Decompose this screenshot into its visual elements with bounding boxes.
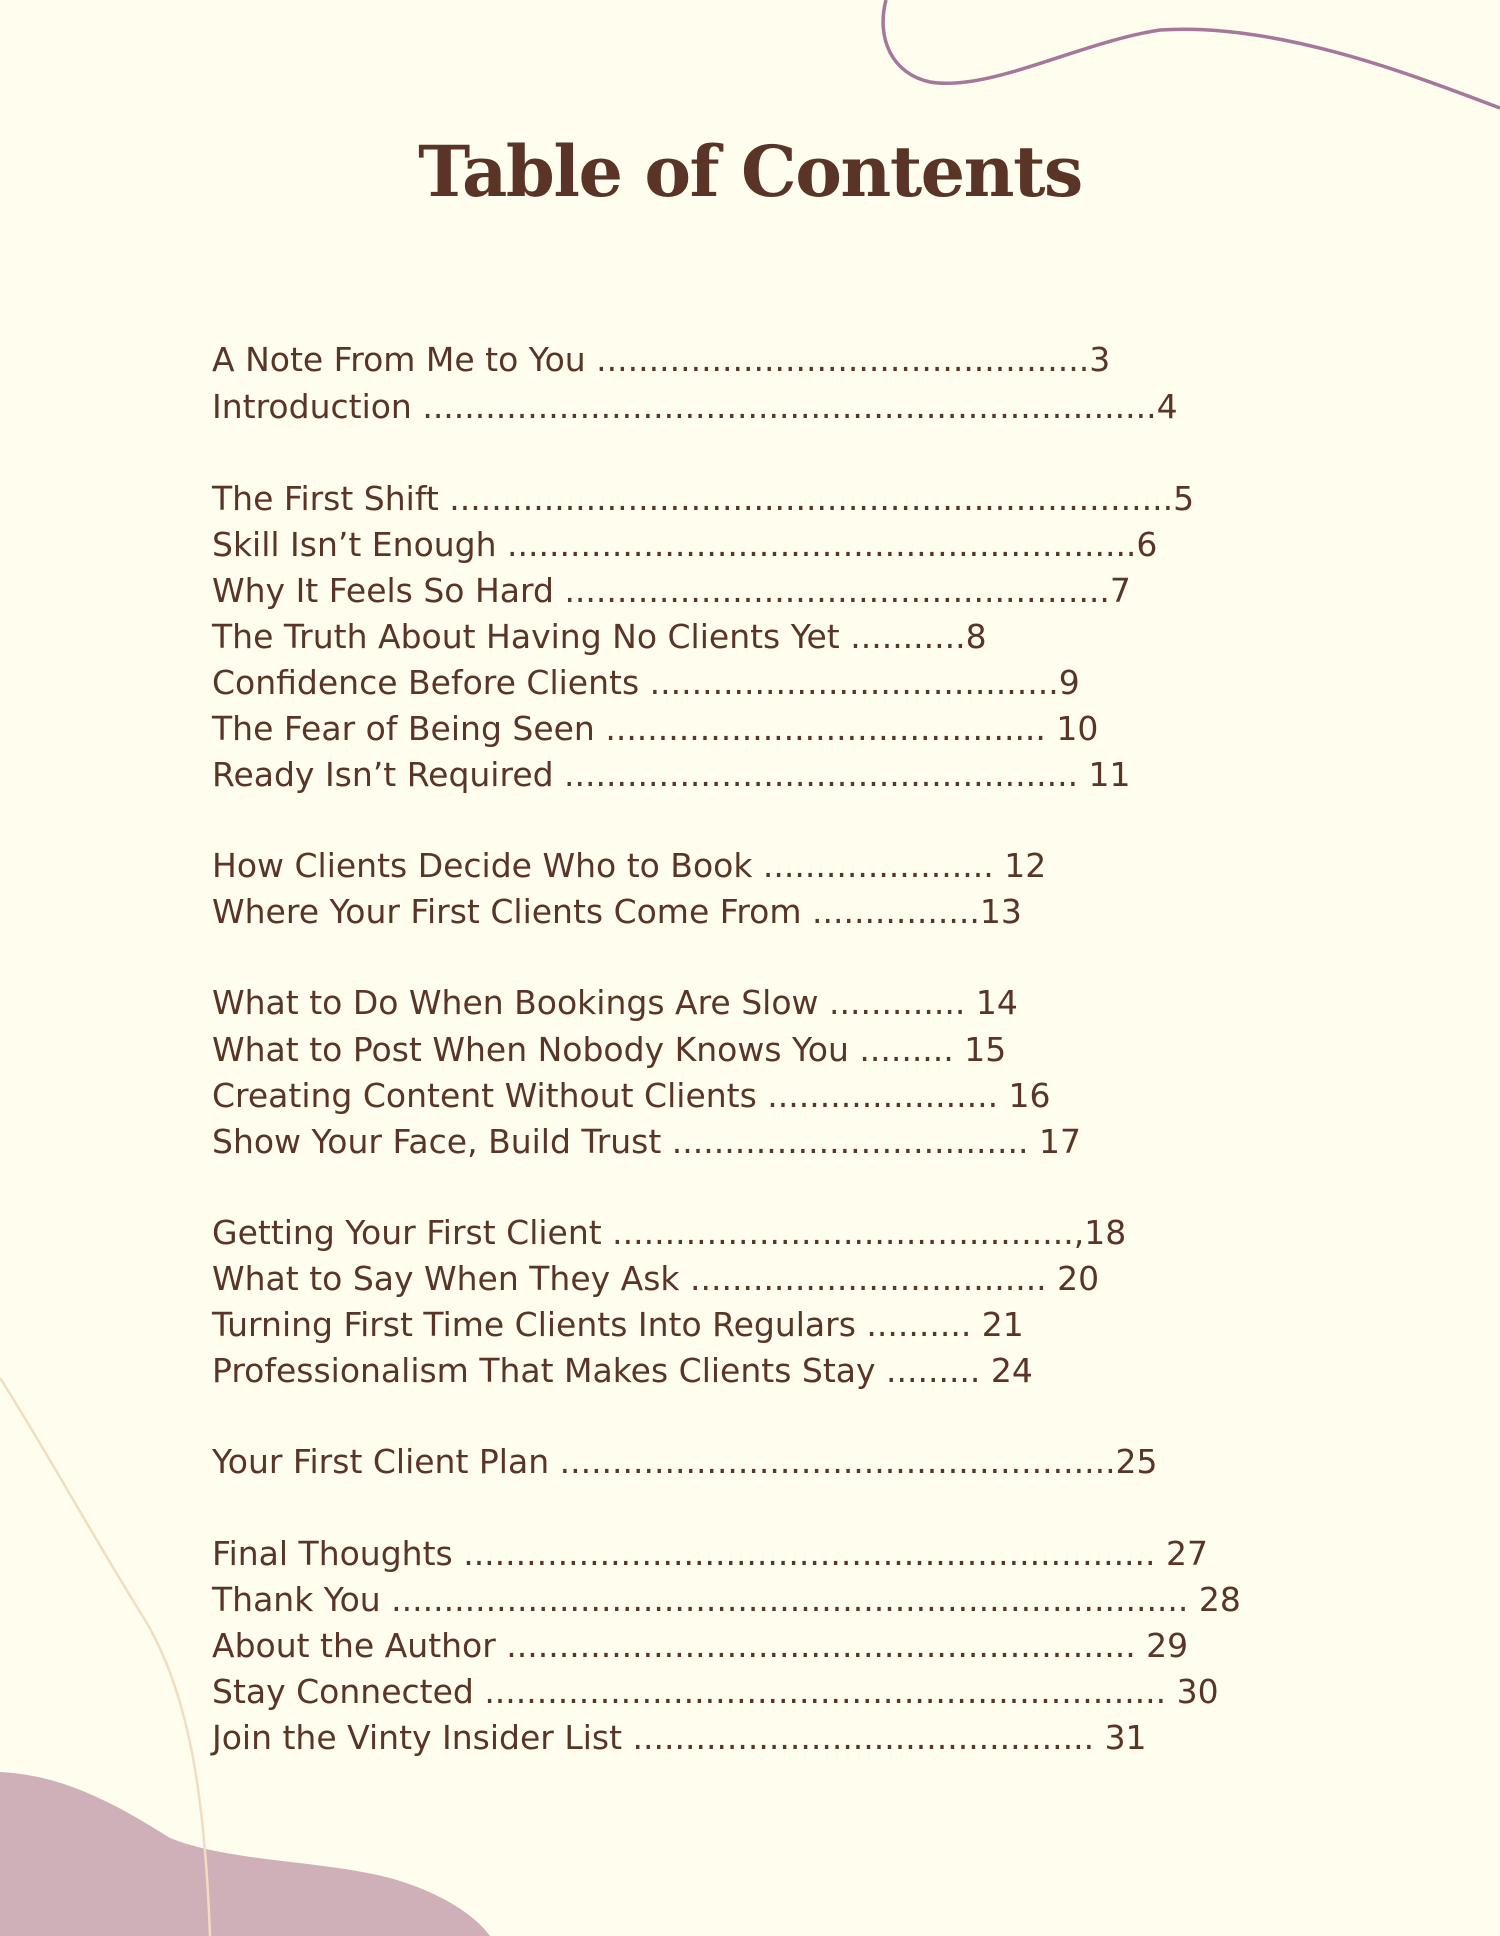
toc-entry[interactable]: Introduction ......................................................................4 — [212, 387, 1178, 426]
toc-entry[interactable]: Professionalism That Makes Clients Stay ......... 24 — [212, 1351, 1033, 1390]
toc-entry[interactable]: Skill Isn’t Enough ............................................................6 — [212, 525, 1158, 564]
toc-entry[interactable]: What to Do When Bookings Are Slow ............. 14 — [212, 983, 1018, 1022]
toc-entry[interactable]: Show Your Face, Build Trust .................................. 17 — [212, 1122, 1081, 1161]
toc-entry[interactable]: Stay Connected ................................................................. 30 — [212, 1672, 1219, 1711]
toc-entry[interactable]: The Truth About Having No Clients Yet ...........8 — [212, 617, 987, 656]
toc-entry[interactable]: Where Your First Clients Come From ................13 — [212, 892, 1022, 931]
toc-entry[interactable]: About the Author ............................................................ 29 — [212, 1626, 1189, 1665]
toc-entry[interactable]: The First Shift .....................................................................5 — [212, 479, 1195, 518]
toc-entry[interactable]: Join the Vinty Insider List ............................................ 31 — [212, 1718, 1147, 1757]
toc-entry[interactable]: Why It Feels So Hard ....................................................7 — [212, 571, 1131, 610]
toc-entry[interactable]: Confidence Before Clients .......................................9 — [212, 663, 1080, 702]
toc-entry[interactable]: Your First Client Plan .....................................................25 — [212, 1442, 1158, 1481]
toc-entry[interactable]: Final Thoughts .................................................................. 27 — [212, 1534, 1209, 1573]
toc-entry[interactable]: The Fear of Being Seen .......................................... 10 — [212, 709, 1099, 748]
toc-entry[interactable]: How Clients Decide Who to Book ...................... 12 — [212, 846, 1047, 885]
toc-entry[interactable]: A Note From Me to You ...............................................3 — [212, 340, 1111, 379]
page-title: Table of Contents — [418, 130, 1082, 213]
toc-entry[interactable]: What to Post When Nobody Knows You ......... 15 — [212, 1030, 1007, 1069]
toc-entry[interactable]: Thank You ............................................................................ 28 — [212, 1580, 1241, 1619]
toc-list — [212, 0, 1241, 1936]
toc-entry[interactable]: Creating Content Without Clients ...................... 16 — [212, 1076, 1051, 1115]
toc-entry[interactable]: Turning First Time Clients Into Regulars .......... 21 — [212, 1305, 1024, 1344]
toc-entry[interactable]: Ready Isn’t Required ................................................. 11 — [212, 755, 1131, 794]
toc-entry[interactable]: Getting Your First Client ............................................,18 — [212, 1213, 1127, 1252]
toc-entry[interactable]: What to Say When They Ask .................................. 20 — [212, 1259, 1100, 1298]
